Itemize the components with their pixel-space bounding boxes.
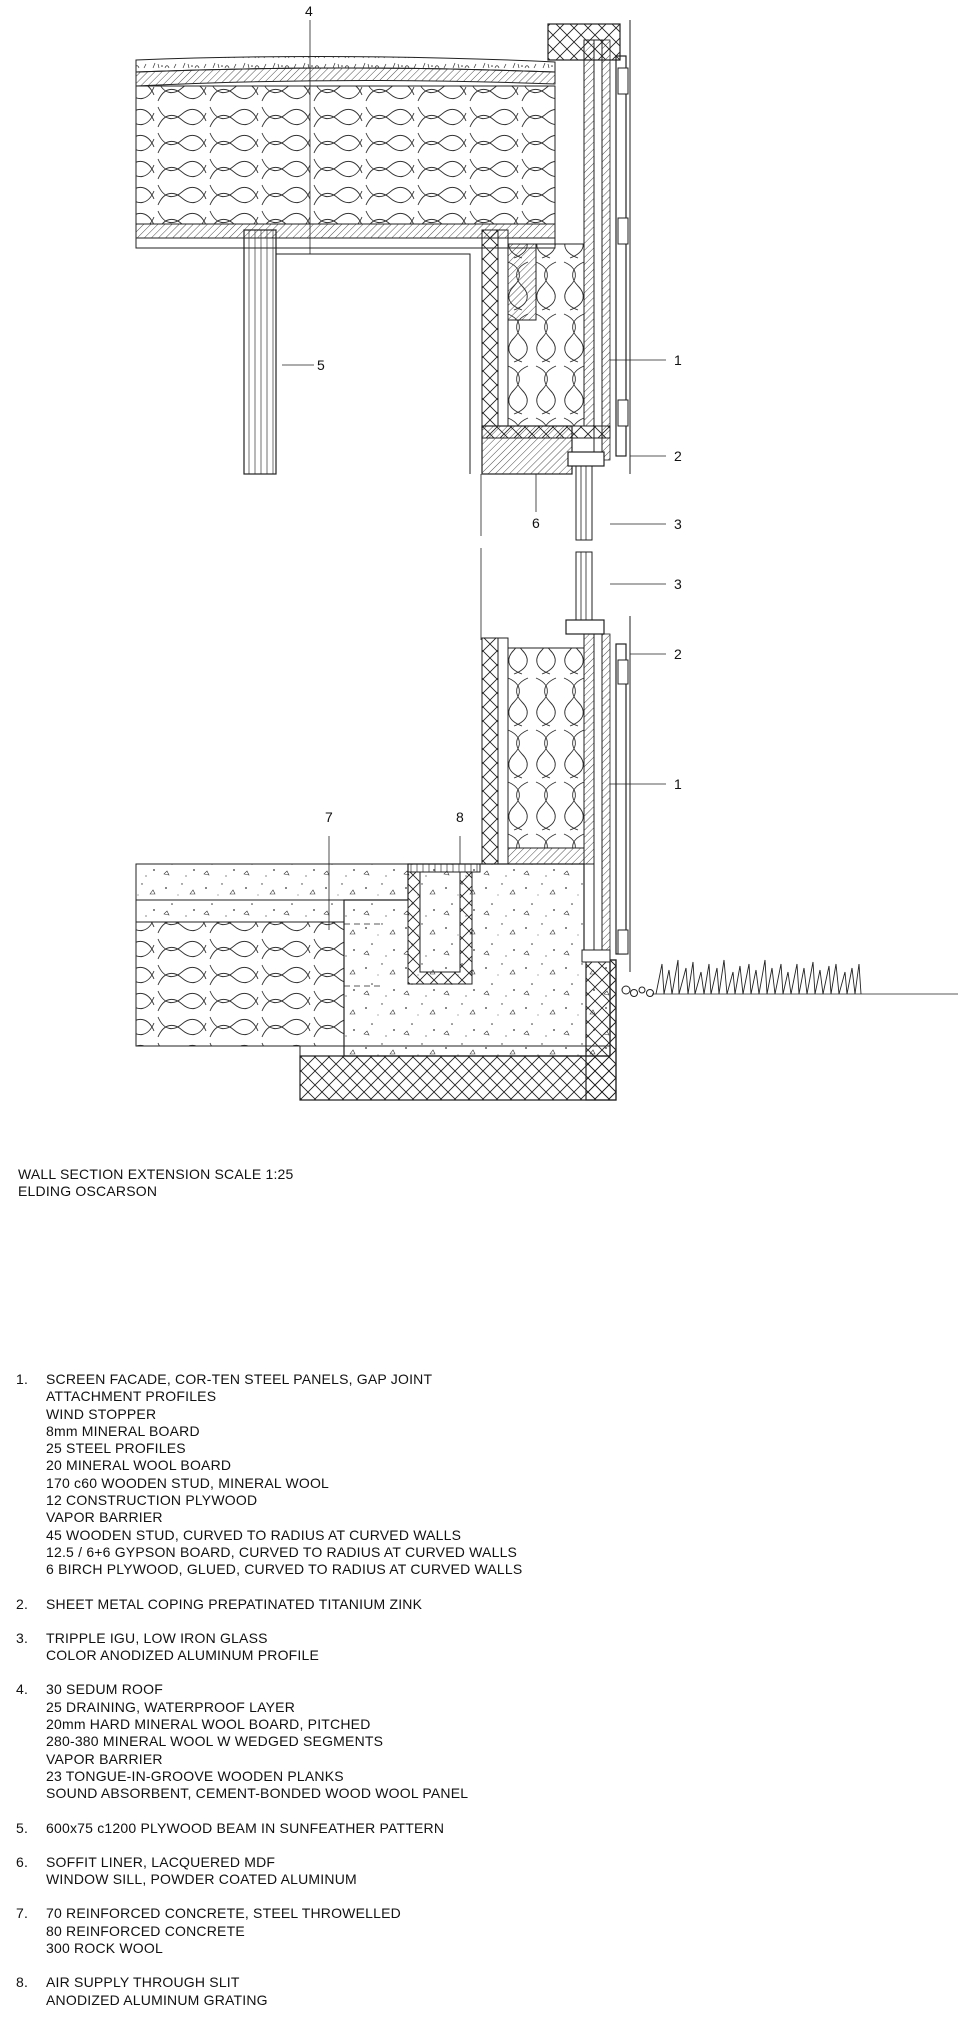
window-glazing [566, 466, 604, 634]
legend-line: 600x75 c1200 PLYWOOD BEAM IN SUNFEATHER PATTERN [46, 1819, 445, 1836]
upper-screen-facade [616, 56, 626, 456]
legend-line: 30 SEDUM ROOF [46, 1681, 163, 1698]
drawing-caption [18, 1166, 294, 1200]
legend-number: 4. [16, 1681, 29, 1698]
callout-1-lower: 1 [674, 776, 682, 792]
callout-2-upper: 2 [674, 448, 682, 464]
legend-item [16, 1854, 936, 1889]
legend-lines [46, 1854, 357, 1889]
roof-drainage-layer [136, 68, 555, 86]
lower-sole-plate [508, 848, 584, 864]
legend-number: 8. [16, 1974, 29, 1991]
lower-wall-plywood [584, 634, 594, 864]
legend-line: VAPOR BARRIER [46, 1509, 163, 1526]
floor-concrete-top [136, 864, 408, 900]
floor-concrete-mid [136, 900, 344, 922]
legend-item [16, 1905, 936, 1957]
legend-line: 80 REINFORCED CONCRETE [46, 1922, 245, 1939]
legend-line: 12 CONSTRUCTION PLYWOOD [46, 1492, 258, 1509]
legend-line: 170 c60 WOODEN STUD, MINERAL WOOL [46, 1474, 330, 1491]
legend-item [16, 1630, 936, 1665]
lower-wall-stud-45 [498, 638, 508, 864]
caption-title: WALL SECTION EXTENSION SCALE 1:25 [18, 1166, 294, 1182]
lower-wall-gypsum [482, 638, 498, 864]
upper-wall-insulation [508, 244, 584, 426]
upper-wall-gypsum [482, 230, 498, 426]
legend-line: 6 BIRCH PLYWOOD, GLUED, CURVED TO RADIUS AT CURVED WALLS [46, 1561, 523, 1578]
legend-item [16, 1974, 936, 2009]
legend-item [16, 1596, 936, 1613]
legend-line: SOUND ABSORBENT, CEMENT-BONDED WOOD WOOL PANEL [46, 1785, 469, 1802]
igu-lower [576, 552, 592, 622]
legend-lines [46, 1596, 422, 1613]
soffit-liner [482, 426, 610, 438]
callout-4: 4 [305, 3, 313, 19]
legend-line: SCREEN FACADE, COR-TEN STEEL PANELS, GAP JOINT [46, 1371, 433, 1387]
legend-line: VAPOR BARRIER [46, 1750, 163, 1767]
legend-line: COLOR ANODIZED ALUMINUM PROFILE [46, 1647, 320, 1664]
legend-lines [46, 1974, 268, 2009]
legend-line: 300 ROCK WOOL [46, 1940, 163, 1957]
upper-wall-plywood [584, 40, 594, 426]
legend-lines [46, 1820, 444, 1837]
lower-edge-cap [582, 950, 610, 962]
legend-number: 3. [16, 1629, 29, 1646]
callout-8: 8 [456, 809, 464, 825]
legend-number: 5. [16, 1819, 29, 1836]
legend-line: ANODIZED ALUMINUM GRATING [46, 1991, 268, 2008]
legend-line: 70 REINFORCED CONCRETE, STEEL THROWELLED [46, 1905, 401, 1922]
facade-bracket-2 [618, 218, 628, 244]
callout-2-lower: 2 [674, 646, 682, 662]
legend-item [16, 1371, 936, 1579]
legend-line: 280-380 MINERAL WOOL W WEDGED SEGMENTS [46, 1733, 384, 1750]
legend-line: ATTACHMENT PROFILES [46, 1388, 217, 1405]
legend-lines [46, 1905, 401, 1957]
legend-lines [46, 1371, 522, 1579]
caption-author: ELDING OSCARSON [18, 1183, 158, 1199]
callout-1-upper: 1 [674, 352, 682, 368]
lower-screen-facade [616, 644, 626, 954]
material-legend [16, 1371, 936, 2026]
window-head-profile [568, 452, 604, 466]
legend-item [16, 1681, 936, 1802]
legend-item [16, 1820, 936, 1837]
roof-assembly [136, 24, 620, 248]
legend-lines [46, 1630, 319, 1665]
lower-wall-insulation [508, 648, 584, 848]
plywood-beam [244, 230, 276, 474]
upper-wall-stud-45 [498, 230, 508, 426]
legend-line: SHEET METAL COPING PREPATINATED TITANIUM ZINK [46, 1595, 423, 1612]
legend-line: WIND STOPPER [46, 1405, 157, 1422]
legend-line: 23 TONGUE-IN-GROOVE WOODEN PLANKS [46, 1767, 344, 1784]
ground-gravel [622, 986, 654, 997]
perimeter-board-outer [586, 960, 616, 1100]
callout-3-lower: 3 [674, 576, 682, 592]
legend-line: 20 MINERAL WOOL BOARD [46, 1457, 232, 1474]
callout-3-upper: 3 [674, 516, 682, 532]
upper-wall-stud-profile [602, 40, 610, 460]
facade-bracket-4 [618, 660, 628, 684]
callout-6: 6 [532, 515, 540, 531]
facade-bracket-5 [618, 930, 628, 954]
legend-number: 1. [16, 1371, 29, 1387]
legend-line: AIR SUPPLY THROUGH SLIT [46, 1974, 240, 1991]
grass-tufts [656, 960, 861, 994]
legend-lines [46, 1681, 468, 1802]
foundation [136, 864, 616, 1100]
legend-line: 8mm MINERAL BOARD [46, 1422, 200, 1439]
roof-insulation [136, 86, 555, 224]
callout-7: 7 [325, 809, 333, 825]
window-sill-profile [566, 620, 604, 634]
legend-number: 2. [16, 1595, 29, 1612]
floor-rock-wool [136, 922, 344, 1046]
callout-5: 5 [317, 357, 325, 373]
facade-bracket-3 [618, 400, 628, 426]
legend-line: 45 WOODEN STUD, CURVED TO RADIUS AT CURVED WALLS [46, 1526, 462, 1543]
legend-line: TRIPPLE IGU, LOW IRON GLASS [46, 1629, 268, 1646]
legend-line: 12.5 / 6+6 GYPSON BOARD, CURVED TO RADIUS AT CURVED WALLS [46, 1543, 518, 1560]
ceiling-line [276, 254, 470, 474]
legend-line: SOFFIT LINER, LACQUERED MDF [46, 1853, 276, 1870]
aluminum-grating [408, 864, 480, 872]
upper-wall-mineral-board [594, 40, 602, 460]
facade-bracket-1 [618, 68, 628, 94]
legend-line: 25 STEEL PROFILES [46, 1440, 186, 1457]
legend-line: 20mm HARD MINERAL WOOL BOARD, PITCHED [46, 1716, 371, 1733]
legend-number: 6. [16, 1853, 29, 1870]
lower-wall-stud-profile [602, 634, 610, 954]
legend-line: WINDOW SILL, POWDER COATED ALUMINUM [46, 1871, 357, 1888]
lower-wall-mineral-board [594, 634, 602, 954]
legend-number: 7. [16, 1905, 29, 1922]
legend-line: 25 DRAINING, WATERPROOF LAYER [46, 1698, 296, 1715]
igu-upper [576, 466, 592, 540]
